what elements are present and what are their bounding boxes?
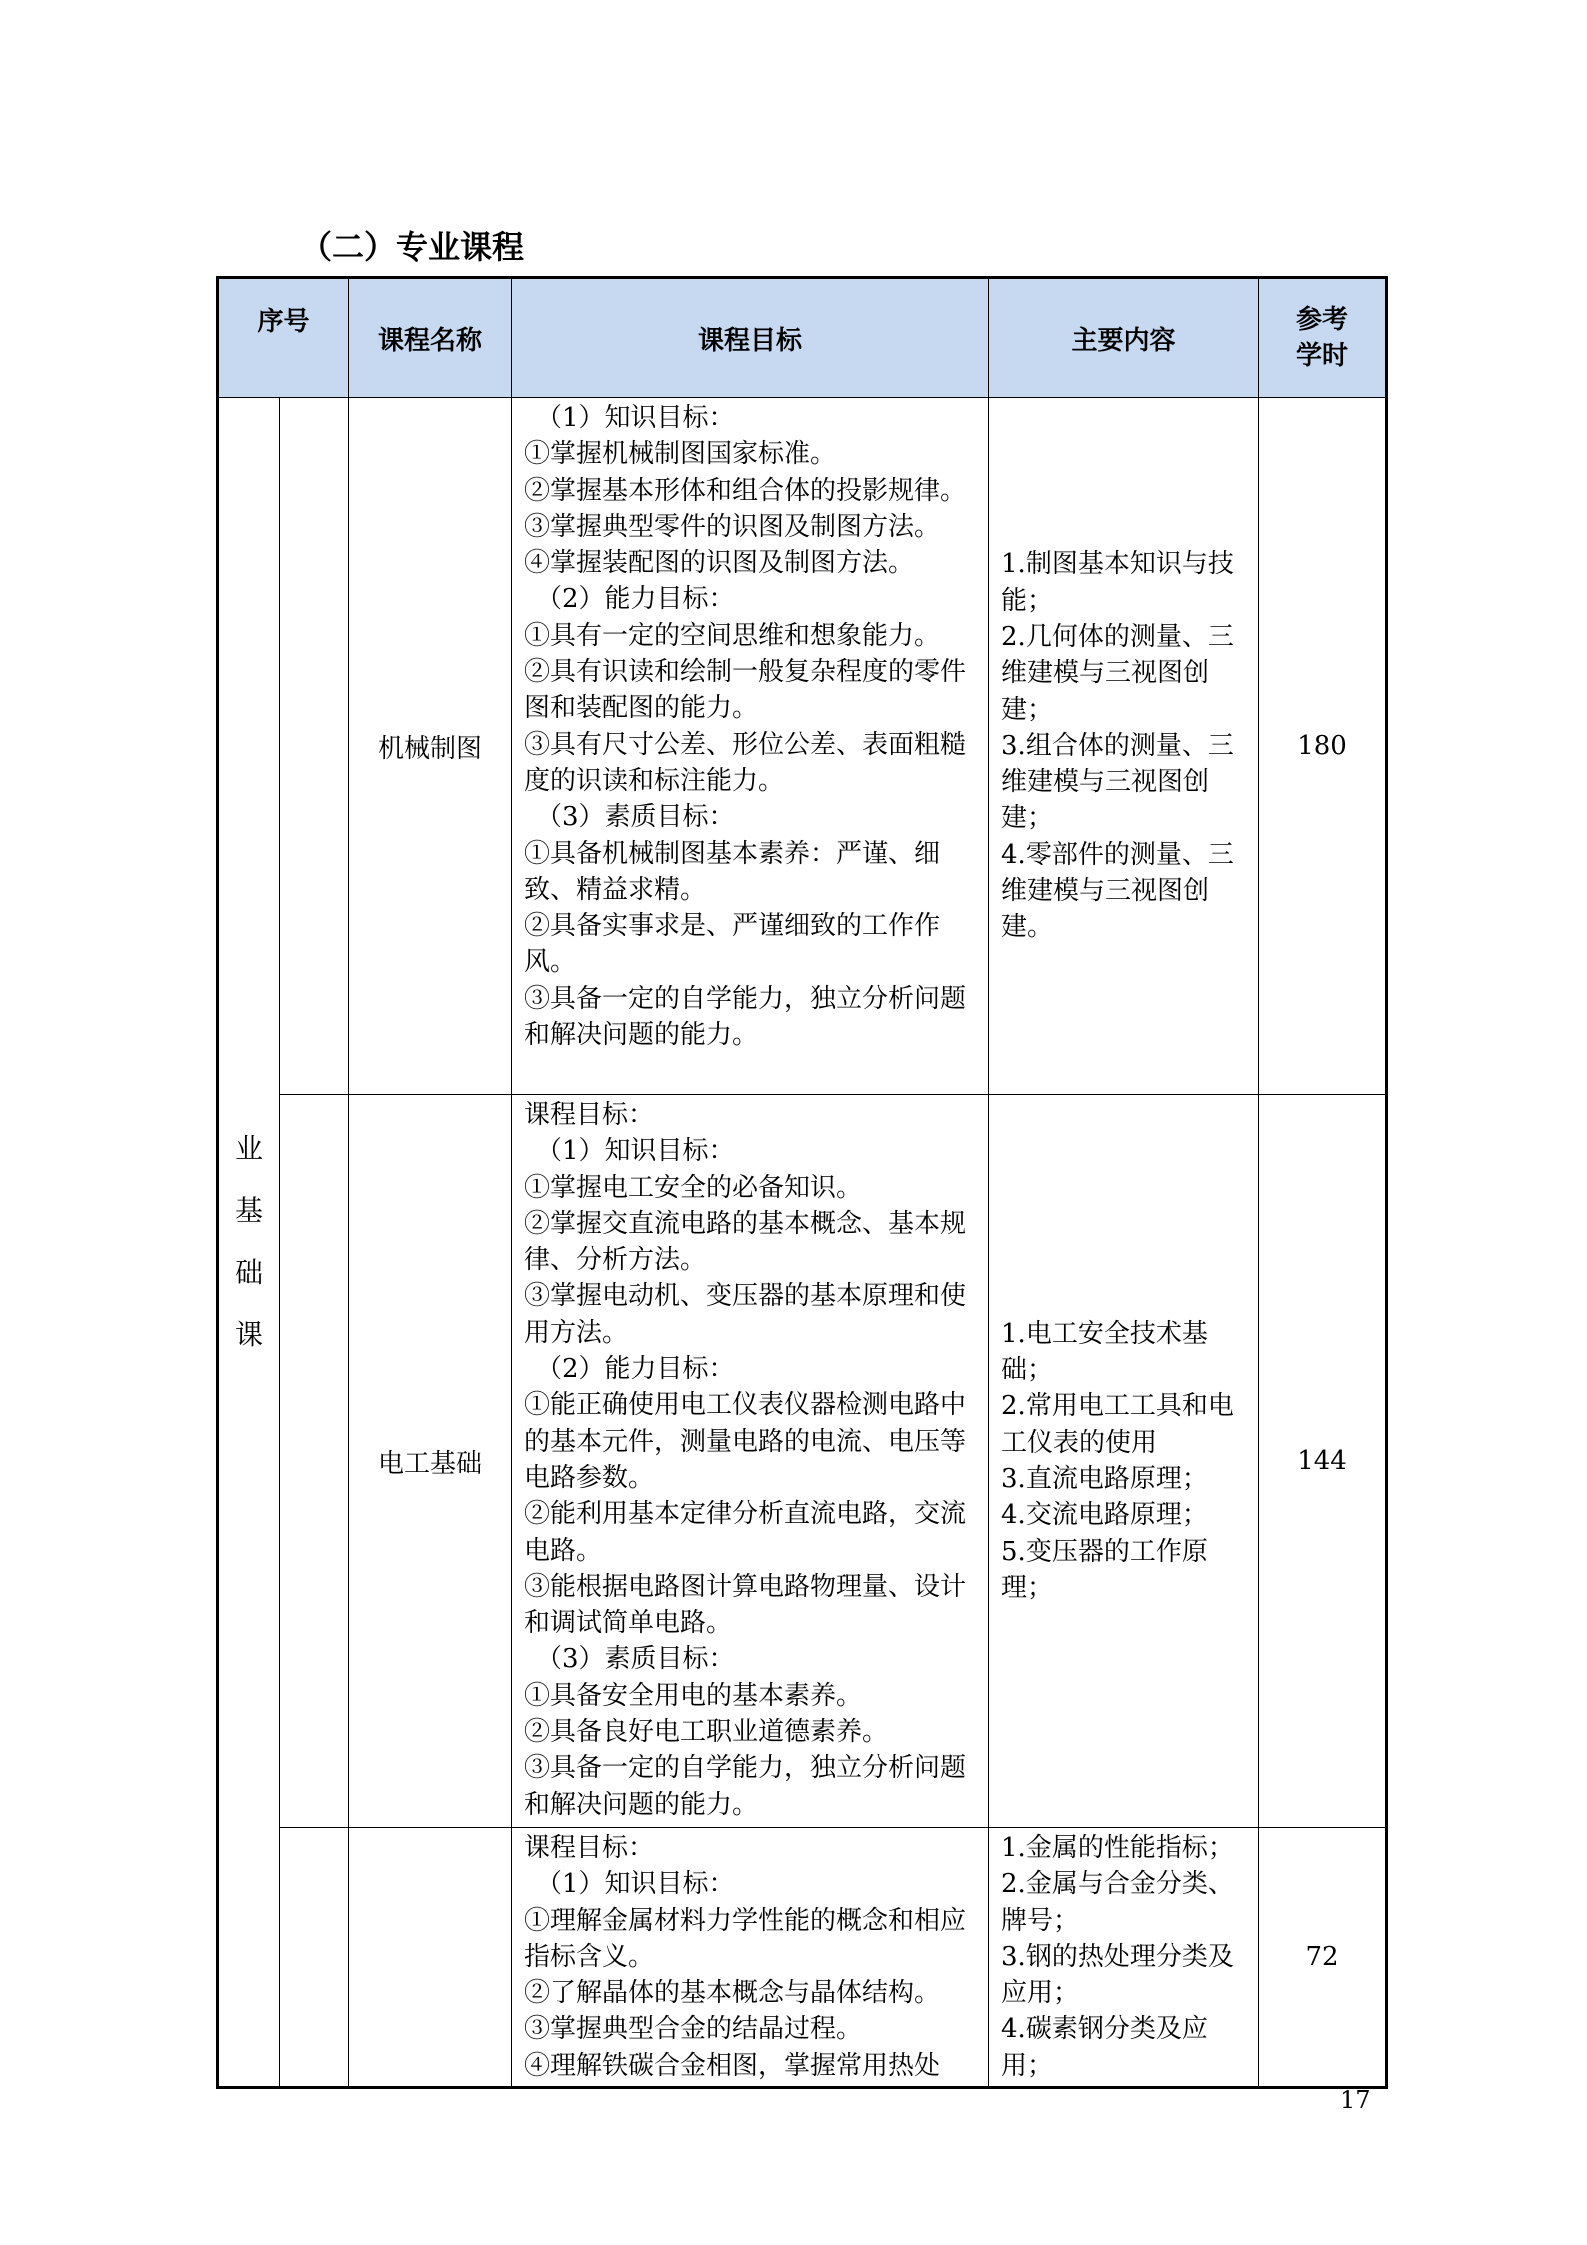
goal-line: （2）能力目标： (536, 584, 735, 615)
goal-line: （1）知识目标： (536, 1869, 735, 1900)
goal-line: ③具备一定的自学能力，独立分析问题和解决问题的能力。 (524, 983, 967, 1051)
course-table (216, 276, 1388, 2089)
content-line: 1.金属的性能指标； (1001, 1833, 1234, 1863)
goal-line: ②了解晶体的基本概念与晶体结构。 (524, 1978, 941, 2009)
header-reference-hours (1259, 278, 1387, 398)
goal-line: ②具备实事求是、严谨细致的工作作风。 (524, 911, 941, 978)
content-line: 1.制图基本知识与技能； (1001, 549, 1234, 616)
goal-line: ①具有一定的空间思维和想象能力。 (524, 620, 941, 651)
goal-line: ③能根据电路图计算电路物理量、设计和调试简单电路。 (524, 1571, 967, 1639)
content-line: 2.常用电工工具和电工仪表的使用 (1001, 1391, 1234, 1458)
seq-cell (280, 1095, 349, 1828)
goal-line: ③掌握电动机、变压器的基本原理和使用方法。 (524, 1281, 967, 1348)
goal-line: （1）知识目标： (536, 403, 735, 433)
course-content (989, 398, 1259, 1095)
goal-line: ②能利用基本定律分析直流电路，交流电路。 (524, 1499, 967, 1566)
goal-line: ④掌握装配图的识图及制图方法。 (524, 548, 915, 579)
header-course-goal: 课程目标 (512, 278, 989, 398)
goal-line: ②具备良好电工职业道德素养。 (524, 1717, 889, 1748)
goal-line: ③掌握典型合金的结晶过程。 (524, 2014, 863, 2045)
goal-line: ①掌握电工安全的必备知识。 (524, 1172, 863, 1203)
section-title: （二）专业课程 (300, 228, 525, 266)
seq-cell (280, 1828, 349, 2088)
content-line: 3.钢的热处理分类及应用； (1001, 1941, 1234, 2009)
category-char: 基 (234, 1194, 263, 1228)
goal-line: （2）能力目标： (536, 1354, 735, 1385)
header-seq: 序号 (218, 278, 349, 398)
goal-line: 课程目标： (524, 1100, 655, 1130)
goal-line: ②掌握交直流电路的基本概念、基本规律、分析方法。 (524, 1208, 967, 1276)
goal-line: ①具备机械制图基本素养：严谨、细致、精益求精。 (524, 838, 941, 905)
course-hours: 180 (1259, 398, 1387, 1095)
goal-line: ①具备安全用电的基本素养。 (524, 1680, 863, 1711)
course-category (218, 398, 280, 2088)
goal-line: （1）知识目标： (536, 1136, 735, 1167)
content-line: 2.金属与合金分类、牌号； (1001, 1869, 1234, 1936)
goal-line: （3）素质目标： (536, 1644, 735, 1675)
header-hours-line2: 学时 (1296, 341, 1349, 371)
course-content (989, 1095, 1259, 1828)
course-content (989, 1828, 1259, 2088)
course-name (349, 1828, 512, 2088)
course-hours: 144 (1259, 1095, 1387, 1828)
category-char: 课 (234, 1318, 263, 1352)
course-goals (512, 1828, 989, 2088)
goal-line: （3）素质目标： (536, 802, 735, 833)
goal-line: ①理解金属材料力学性能的概念和相应指标含义。 (524, 1905, 967, 1972)
goal-line: ④理解铁碳合金相图，掌握常用热处 (524, 2050, 941, 2081)
goal-line: ③掌握典型零件的识图及制图方法。 (524, 511, 941, 542)
goal-line: 课程目标： (524, 1833, 655, 1863)
content-line: 3.直流电路原理； (1001, 1464, 1208, 1494)
content-line: 4.交流电路原理； (1001, 1500, 1208, 1531)
goal-line: ③具备一定的自学能力，独立分析问题和解决问题的能力。 (524, 1753, 967, 1820)
goal-line: ①掌握机械制图国家标准。 (524, 439, 837, 470)
seq-cell (280, 398, 349, 1095)
content-line: 2.几何体的测量、三维建模与三视图创建； (1001, 621, 1234, 725)
category-char: 础 (234, 1256, 263, 1290)
goal-line: ②掌握基本形体和组合体的投影规律。 (524, 475, 967, 506)
goal-line: ②具有识读和绘制一般复杂程度的零件图和装配图的能力。 (524, 657, 967, 724)
goal-line: ①能正确使用电工仪表仪器检测电路中的基本元件，测量电路的电流、电压等电路参数。 (524, 1390, 967, 1493)
course-hours: 72 (1259, 1828, 1387, 2088)
course-goals (512, 1095, 989, 1828)
table-row (218, 1828, 1387, 2088)
header-course-name: 课程名称 (349, 278, 512, 398)
content-line: 1.电工安全技术基础； (1001, 1318, 1208, 1386)
content-line: 5.变压器的工作原理； (1001, 1536, 1208, 1603)
table-row (218, 398, 1387, 1095)
course-goals (512, 398, 989, 1095)
course-name: 电工基础 (349, 1095, 512, 1828)
table-row (218, 1095, 1387, 1828)
category-char: 业 (234, 1132, 263, 1166)
header-main-content: 主要内容 (989, 278, 1259, 398)
content-line: 4.零部件的测量、三维建模与三视图创建。 (1001, 839, 1234, 943)
course-name: 机械制图 (349, 398, 512, 1095)
table-header-row (218, 278, 1387, 398)
page-number: 17 (1340, 2086, 1371, 2114)
content-line: 3.组合体的测量、三维建模与三视图创建； (1001, 730, 1234, 834)
content-line: 4.碳素钢分类及应用； (1001, 2014, 1208, 2081)
goal-line: ③具有尺寸公差、形位公差、表面粗糙度的识读和标注能力。 (524, 729, 967, 796)
header-hours-line1: 参考 (1296, 305, 1349, 335)
